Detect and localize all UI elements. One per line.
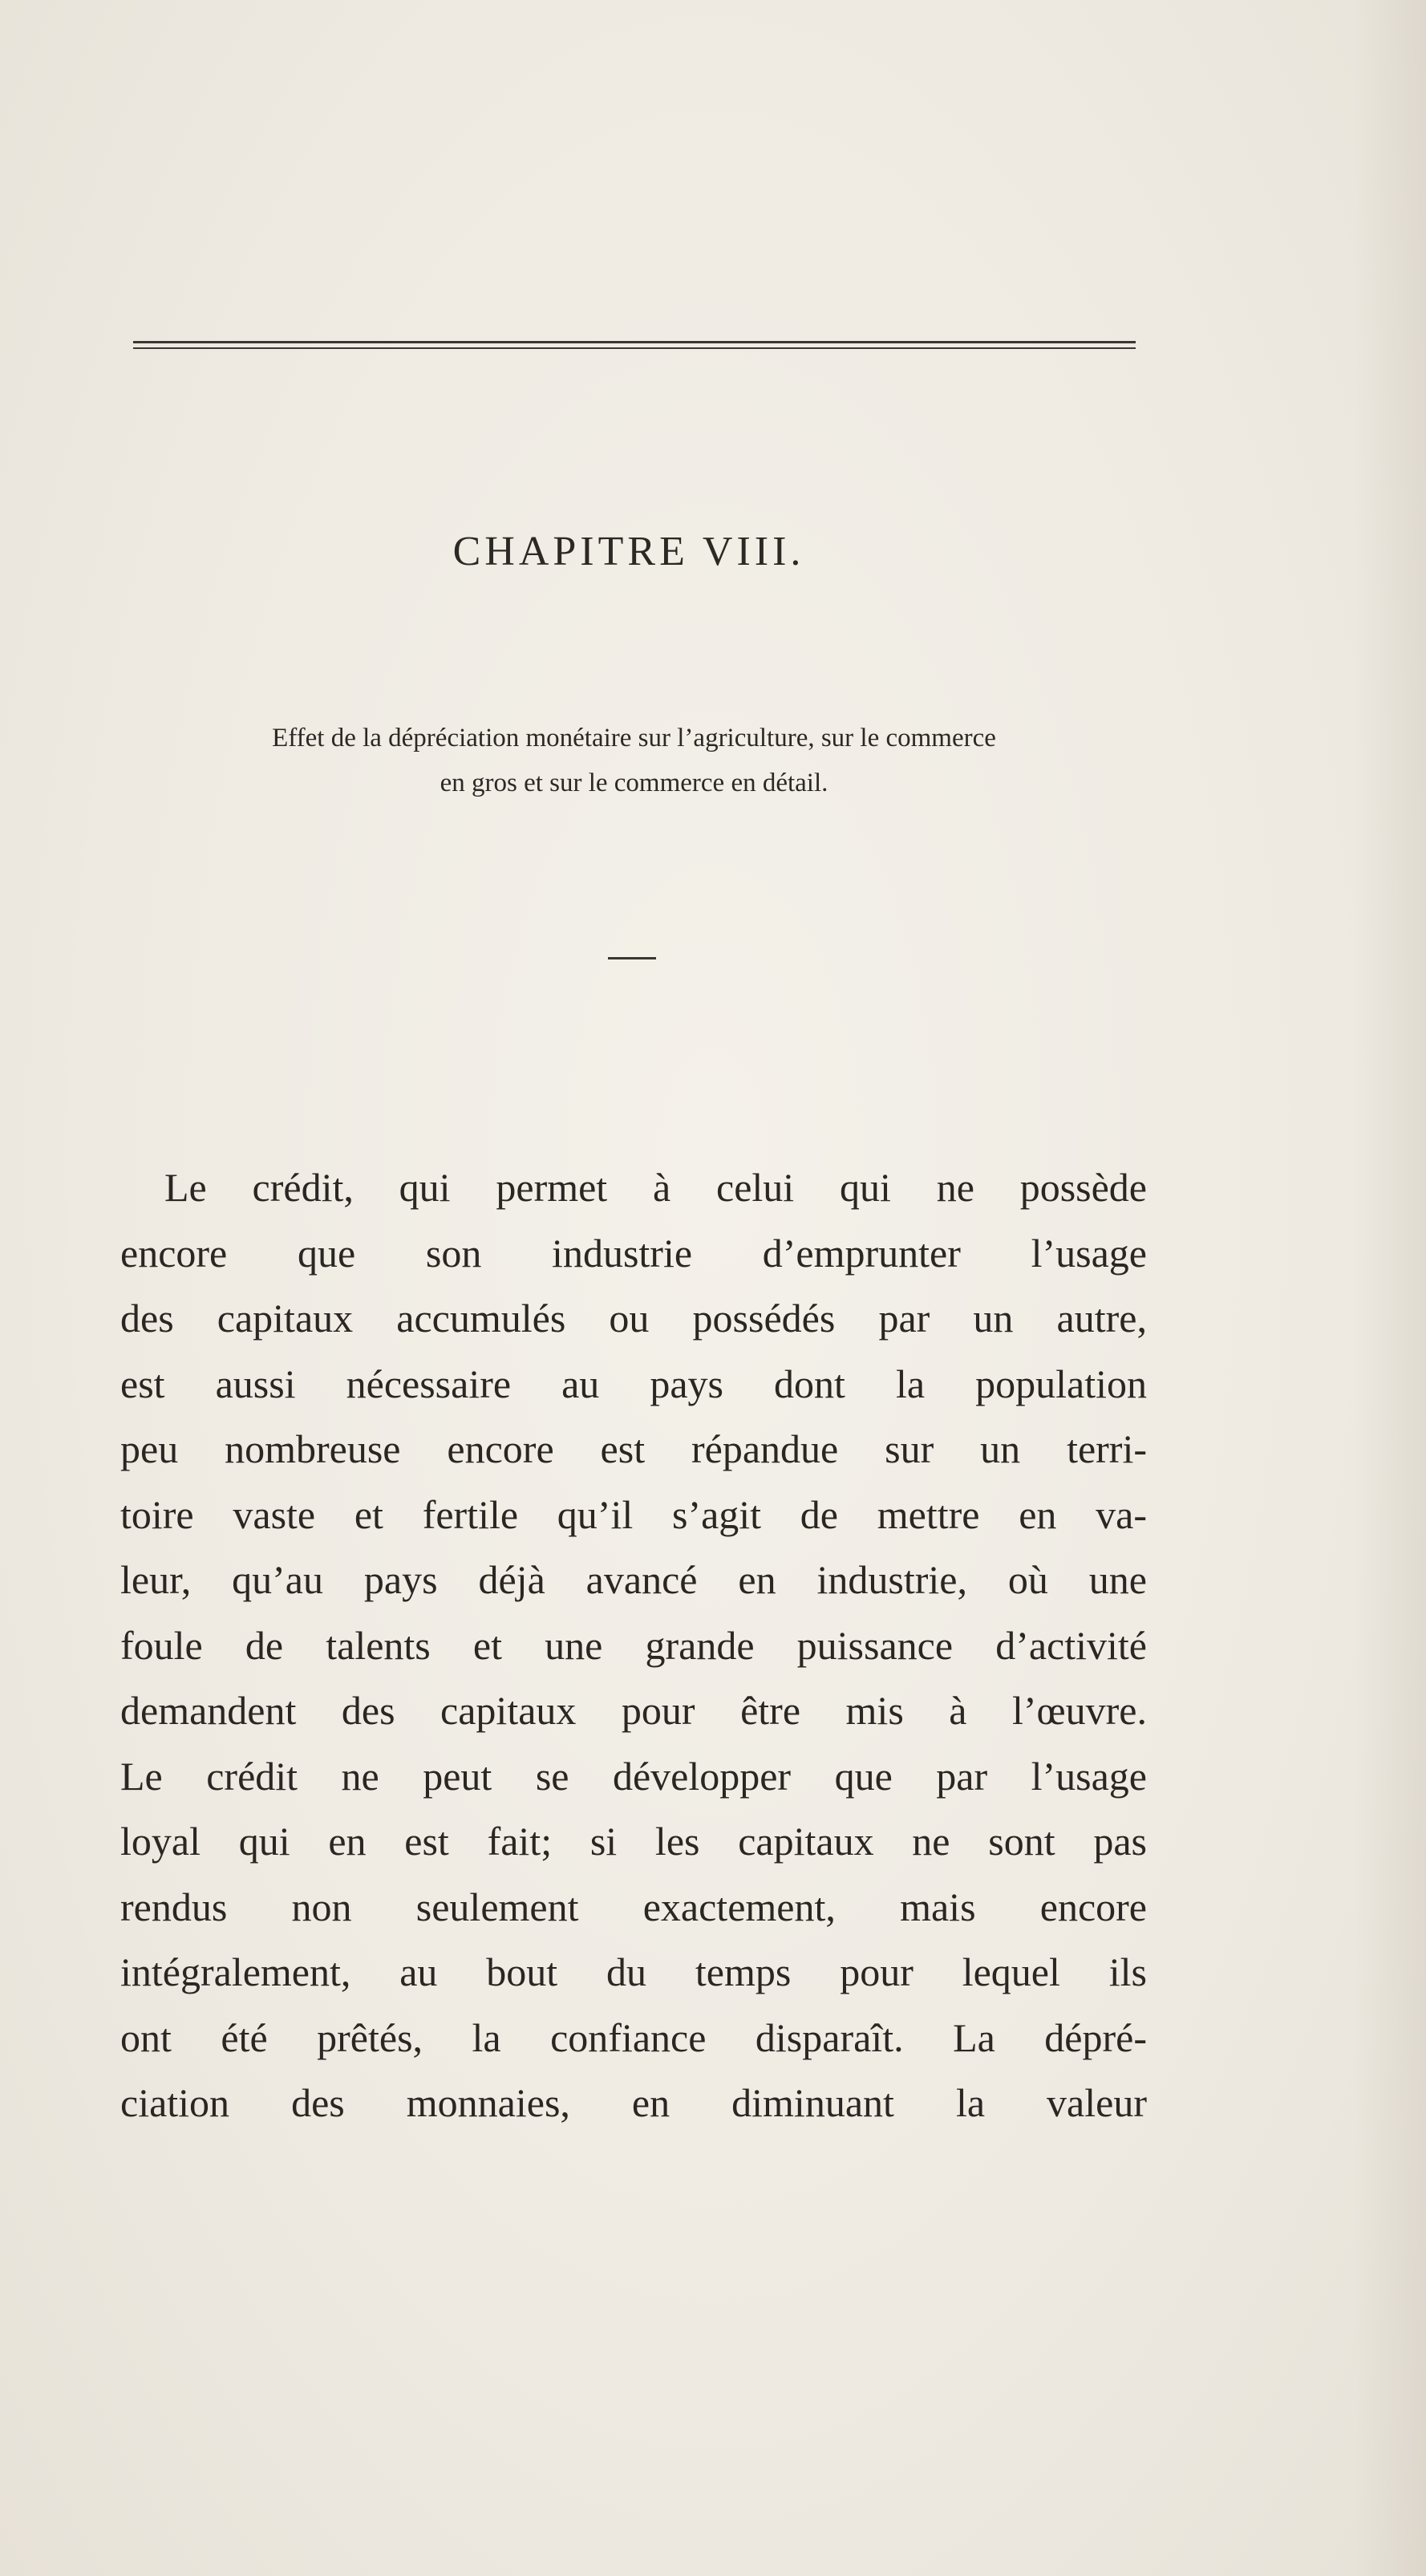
page-edge-shadow [1354, 0, 1426, 2576]
text-line: ciation des monnaies, en diminuant la valeur [120, 2080, 1147, 2125]
chapter-title: CHAPITRE VIII. [452, 529, 805, 574]
body-paragraph [120, 1155, 1147, 2136]
subtitle-line: Effet de la dépréciation monétaire sur l’agriculture, sur le commerce [272, 724, 996, 753]
header-rule-thick [133, 341, 1136, 343]
text-line: loyal qui en est fait; si les capitaux ne sont pas [120, 1819, 1147, 1864]
text-line: peu nombreuse encore est répandue sur un terri- [120, 1426, 1147, 1471]
text-line: toire vaste et fertile qu’il s’agit de mettre en va- [120, 1491, 1147, 1537]
subtitle-line: en gros et sur le commerce en détail. [440, 769, 828, 797]
text-line: intégralement, au bout du temps pour lequel ils [120, 1949, 1147, 1994]
text-line: Le crédit, qui permet à celui qui ne possède [164, 1165, 1147, 1210]
text-line: encore que son industrie d’emprunter l’usage [120, 1230, 1147, 1276]
text-line: demandent des capitaux pour être mis à l’œuvre. [120, 1688, 1147, 1733]
chapter-subtitle [123, 716, 1145, 805]
text-line: rendus non seulement exactement, mais encore [120, 1884, 1147, 1929]
text-line: des capitaux accumulés ou possédés par un autre, [120, 1296, 1147, 1341]
header-rule-thin [133, 347, 1136, 349]
section-separator-rule [608, 957, 656, 959]
text-line: leur, qu’au pays déjà avancé en industrie, où une [120, 1557, 1147, 1602]
header-double-rule [133, 341, 1136, 349]
text-line: ont été prêtés, la confiance disparaît. La dépré- [120, 2014, 1147, 2060]
text-line: foule de talents et une grande puissance d’activité [120, 1622, 1147, 1668]
text-line: est aussi nécessaire au pays dont la population [120, 1361, 1147, 1406]
text-line: Le crédit ne peut se développer que par l’usage [120, 1753, 1147, 1799]
